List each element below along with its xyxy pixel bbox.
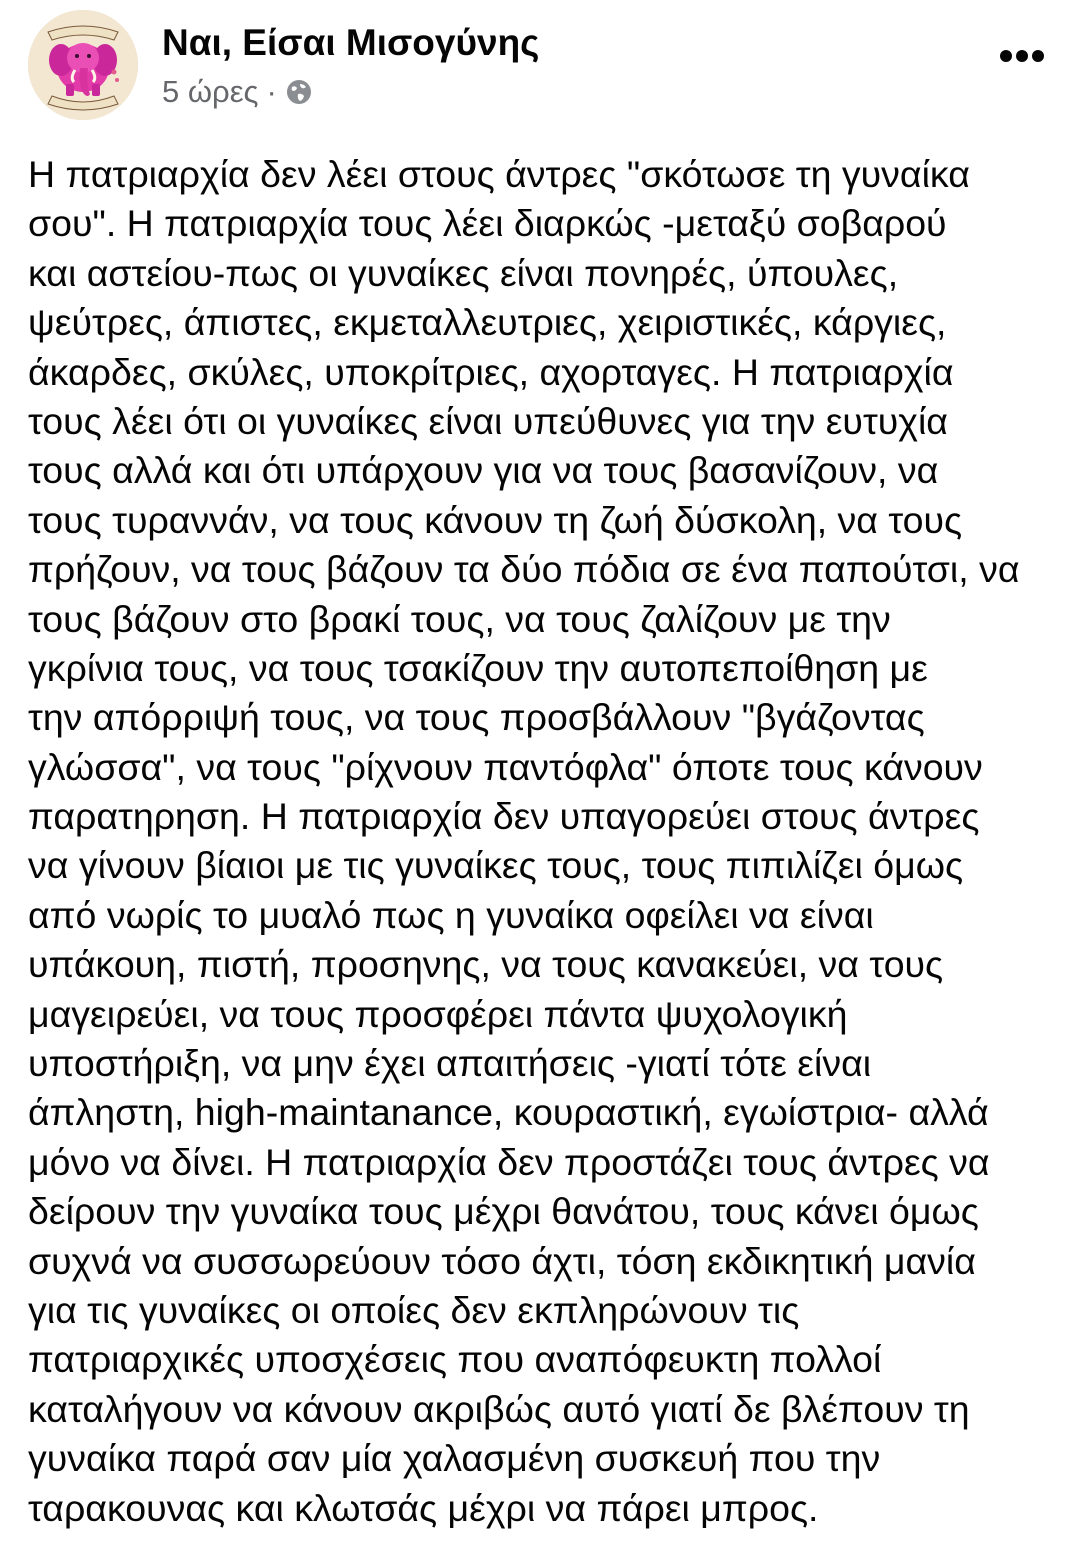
post-text-line: καταλήγουν να κάνουν ακριβώς αυτό γιατί δε βλέπουν τη	[28, 1387, 970, 1430]
post-text-line: γυναίκα παρά σαν μία χαλασμένη συσκευή που την	[28, 1437, 881, 1480]
post-text-line: τους λέει ότι οι γυναίκες είναι υπεύθυνες για την ευτυχία	[28, 399, 948, 442]
post-text-line: δείρουν την γυναίκα τους μέχρι θανάτου, τους κάνει όμως	[28, 1190, 979, 1233]
post-text-line: παρατηρηση. Η πατριαρχία δεν υπαγορεύει στους άντρες	[28, 795, 980, 838]
post-text-line: υποστήριξη, να μην έχει απαιτήσεις -γιατί τότε είναι	[28, 1042, 872, 1085]
post-text-line: ταρακουνας και κλωτσάς μέχρι να πάρει μπρος.	[28, 1486, 819, 1529]
post-text-line: Η πατριαρχία δεν λέει στους άντρες "σκότωσε τη γυναίκα	[28, 153, 970, 195]
post-text-line: να γίνουν βίαιοι με τις γυναίκες τους, τους πιπιλίζει όμως	[28, 844, 964, 887]
post-text-line: γκρίνια τους, να τους τσακίζουν την αυτοπεποίθηση με	[28, 646, 928, 689]
post-text-line: συχνά να συσσωρεύουν τόσο άχτι, τόση εκδικητική μανία	[28, 1239, 976, 1282]
post-text-line: υπάκουη, πιστή, προσηνης, να τους κανακεύει, να τους	[28, 943, 944, 986]
globe-icon	[285, 78, 313, 106]
post-text-line: άκαρδες, σκύλες, υποκρίτριες, αχορταγες. Η πατριαρχία	[28, 350, 954, 393]
post-text-line: γλώσσα", να τους "ρίχνουν παντόφλα" όποτε τους κάνουν	[28, 745, 983, 788]
post-timestamp[interactable]: 5 ώρες	[162, 74, 259, 109]
post-text-line: την απόρριψή τους, να τους προσβάλλουν "βγάζοντας	[28, 696, 925, 739]
post-text-line: για τις γυναίκες οι οποίες δεν εκπληρώνουν τις	[28, 1288, 800, 1331]
post-text-line: μαγειρεύει, να τους προσφέρει πάντα ψυχολογική	[28, 992, 848, 1035]
post-text-line: τους αλλά και ότι υπάρχουν για να τους βασανίζουν, να	[28, 449, 939, 492]
page-avatar[interactable]	[28, 10, 138, 120]
meta-separator: ·	[266, 74, 277, 109]
post-text-line: από νωρίς το μυαλό πως η γυναίκα οφείλει να είναι	[28, 893, 874, 936]
more-dots-icon	[999, 49, 1045, 63]
post-text-line: σου". Η πατριαρχία τους λέει διαρκώς -μεταξύ σοβαρού	[28, 202, 947, 245]
post-meta	[162, 72, 313, 112]
pink-elephant-logo-icon	[28, 10, 138, 120]
post-text-line: ψεύτρες, άπιστες, εκμεταλλευτριες, χειριστικές, κάργιες,	[28, 301, 947, 344]
post-text-line: τους τυραννάν, να τους κάνουν τη ζωή δύσκολη, να τους	[28, 498, 963, 541]
more-options-button[interactable]	[988, 34, 1056, 78]
post-text-line: πατριαρχικές υποσχέσεις που αναπόφευκτη πολλοί	[28, 1338, 882, 1381]
post-text-line: μόνο να δίνει. Η πατριαρχία δεν προστάζει τους άντρες να	[28, 1140, 990, 1183]
post-text-line: και αστείου-πως οι γυναίκες είναι πονηρές, ύπουλες,	[28, 251, 899, 294]
post-text-line: πρήζουν, να τους βάζουν τα δύο πόδια σε ένα παπούτσι, να	[28, 548, 1020, 591]
post-text	[28, 150, 1058, 1533]
post-text-line: άπληστη, high-maintanance, κουραστική, εγωίστρια- αλλά	[28, 1091, 989, 1134]
post-text-line: τους βάζουν στο βρακί τους, να τους ζαλίζουν με την	[28, 597, 891, 640]
page-name[interactable]: Ναι, Είσαι Μισογύνης	[162, 22, 540, 63]
post-header	[0, 0, 1080, 130]
